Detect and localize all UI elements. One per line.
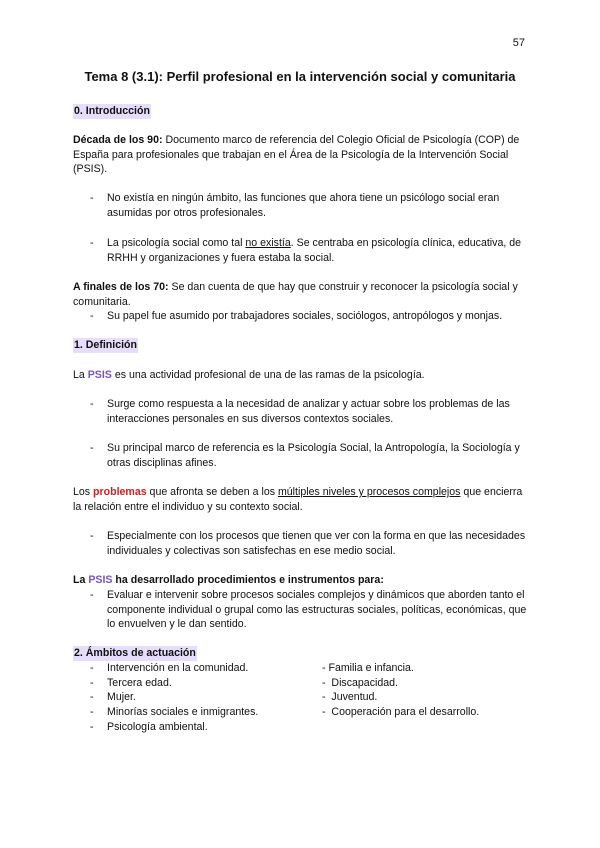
paragraph-problemas: Los problemas que afronta se deben a los múltiples niveles y procesos complejos que encierra la relación entre el individuo y su contexto social. (73, 486, 523, 513)
list-item: - Intervención en la comunidad. (90, 662, 249, 674)
paragraph-finales-70: A finales de los 70: Se dan cuenta de que hay que construir y reconocer la psicología social y comunitaria. (73, 281, 518, 308)
list-item: - Evaluar e intervenir sobre procesos sociales complejos y dinámicos que aborden tanto el componente individual o grupal como las estructuras sociales, políticas, económicas, que lo envuelven y le dan sentido. (90, 589, 527, 630)
list-item: - Psicología ambiental. (90, 721, 208, 733)
section-heading-ambitos: 2. Ámbitos de actuación (74, 647, 196, 659)
list-item: - Familia e infancia. (322, 662, 414, 674)
list-item: - No existía en ningún ámbito, las funciones que ahora tiene un psicólogo social eran asumidas por otros profesionales. (90, 192, 500, 219)
list-item: - Surge como respuesta a la necesidad de analizar y actuar sobre los problemas de las interacciones personales en sus diversos contextos sociales. (90, 398, 510, 425)
list-item: - Tercera edad. (90, 677, 172, 689)
section-heading-definicion: 1. Definición (74, 339, 137, 351)
list-item: - Mujer. (90, 691, 136, 703)
list-item: - Especialmente con los procesos que tienen que ver con la forma en que las necesidades individuales y colectivas son satisfechas en ese medio social. (90, 530, 526, 557)
list-item: - Juventud. (322, 691, 378, 703)
paragraph-psis: La PSIS es una actividad profesional de una de las ramas de la psicología. (73, 369, 425, 381)
paragraph-procedimientos: La PSIS ha desarrollado procedimientos e instrumentos para: (73, 574, 384, 586)
page-number: 57 (512, 37, 525, 49)
list-item: - Su papel fue asumido por trabajadores sociales, sociólogos, antropólogos y monjas. (90, 310, 503, 322)
list-item: - Cooperación para el desarrollo. (322, 706, 480, 718)
list-item: - Su principal marco de referencia es la Psicología Social, la Antropología, la Sociología y otras disciplinas afines. (90, 442, 520, 469)
paragraph-decada-90: Década de los 90: Documento marco de referencia del Colegio Oficial de Psicología (COP) de España para profesionales que trabajan en el Área de la Psicología de la Intervención Social (PSIS). (73, 134, 520, 175)
list-item: - Minorías sociales e inmigrantes. (90, 706, 259, 718)
list-item: - Discapacidad. (322, 677, 398, 689)
page-title: Tema 8 (3.1): Perfil profesional en la intervención social y comunitaria (84, 69, 516, 84)
section-heading-introduccion: 0. Introducción (74, 105, 150, 117)
list-item: - La psicología social como tal no existía. Se centraba en psicología clínica, educativa, de RRHH y organizaciones y fuera estaba la social. (90, 237, 522, 264)
